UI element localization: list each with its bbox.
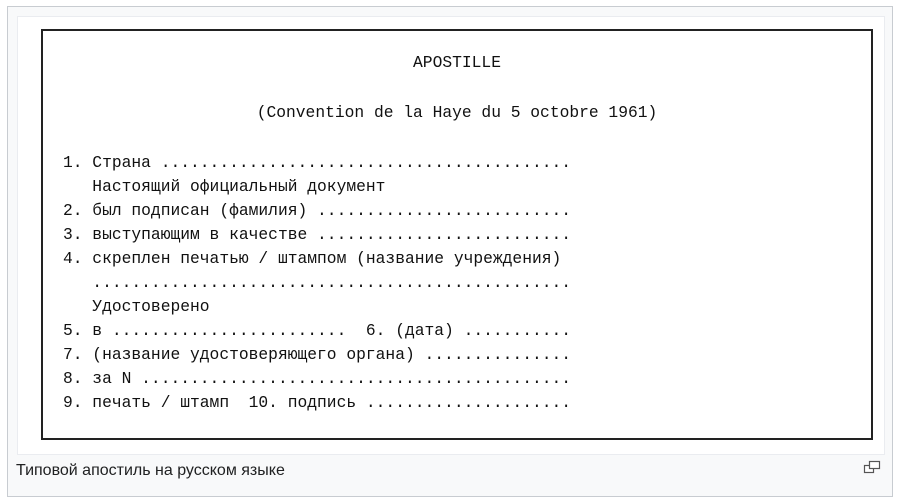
field-line-2: 2. был подписан (фамилия) .......................... [63,201,572,220]
field-line-8: 8. за N ............................................ [63,369,572,388]
field-line-7: 7. (название удостоверяющего органа) ............... [63,345,572,364]
document-title: APOSTILLE [413,53,501,72]
apostille-image[interactable] [17,16,885,455]
field-line-3: 3. выступающим в качестве .......................... [63,225,572,244]
document-subtitle: (Convention de la Haye du 5 octobre 1961) [256,103,658,122]
field-line-1: 1. Страна .......................................... [63,153,572,172]
field-line-4-continued: ................................................. [63,273,572,292]
field-line-9-10: 9. печать / штамп 10. подпись ..................... [63,393,572,412]
field-line-certified: Удостоверено [63,297,210,316]
magnify-icon[interactable] [863,460,881,474]
apostille-document [41,29,873,440]
field-line-4: 4. скреплен печатью / штампом (название учреждения) [63,249,562,268]
image-caption: Типовой апостиль на русском языке [16,462,285,479]
field-line-note: Настоящий официальный документ [63,177,386,196]
field-line-5-6: 5. в ........................ 6. (дата) ........... [63,321,572,340]
image-thumbnail [7,6,893,497]
